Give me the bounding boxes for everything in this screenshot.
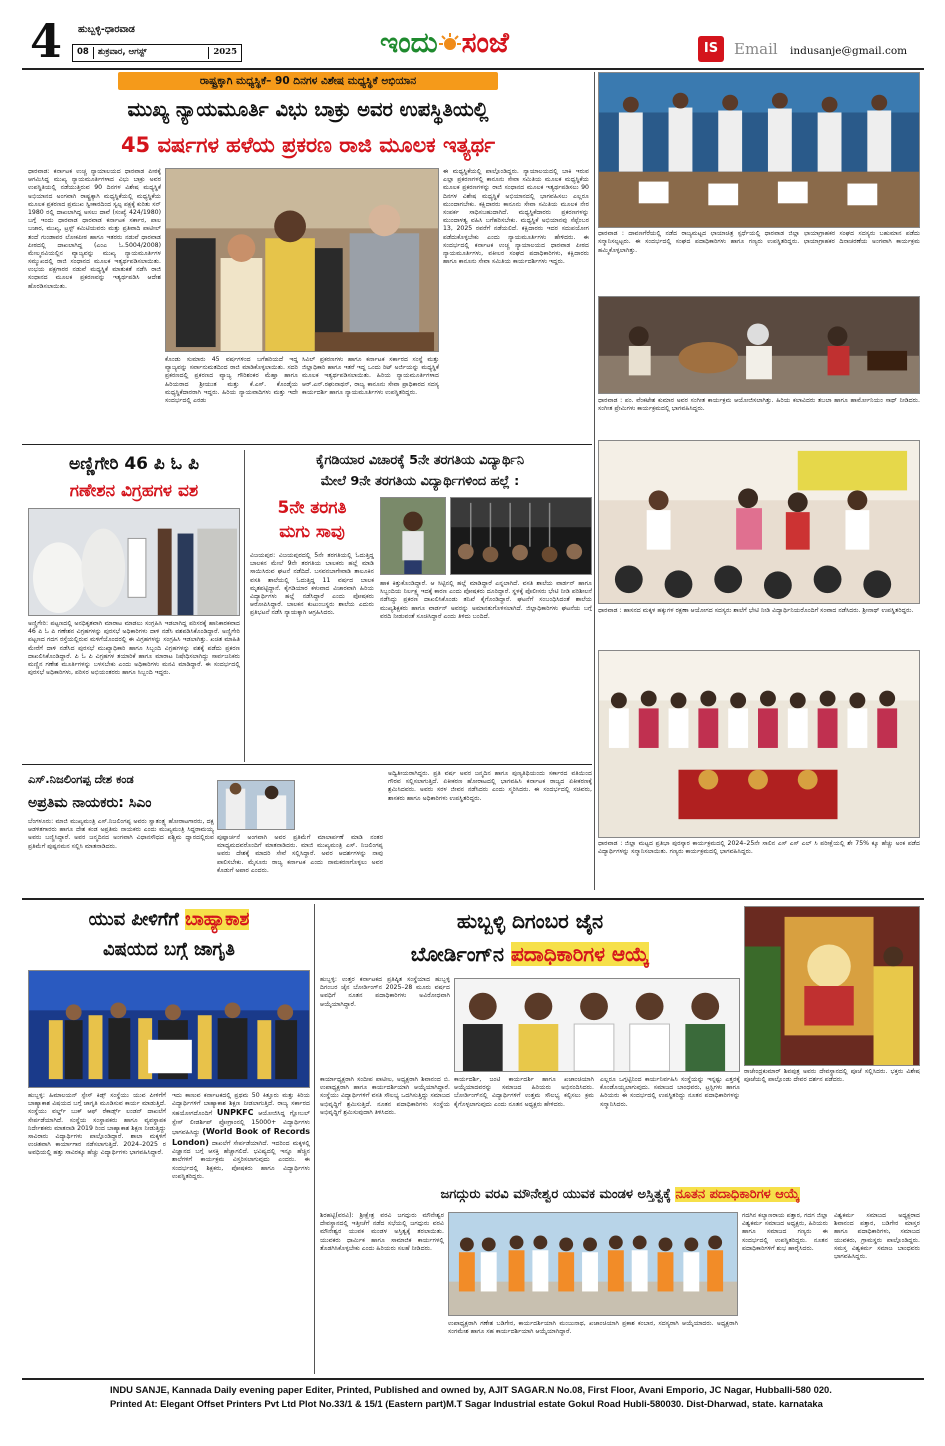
right-caption-3: ಧಾರವಾಡ : ಹಾಸನದ ಮಕ್ಕಳ ಹಕ್ಕುಗಳ ರಕ್ಷಣಾ ಆಯೋಗದ ಸದಸ್ಯರು ಶಾಲೆಗೆ ಭೇಟಿ ನೀಡಿ ವಿದ್ಯಾರ್ಥಿನಿಯರೊಂದಿಗೆ ಸಂವಾದ ನಡೆಸಿದರು. ಶ್ರೀನಾಥ್ ಉಪಸ್ಥಿತರಿದ್ದರು. [598, 607, 914, 614]
right-caption-5: ರಾಜೇಂದ್ರಕುಮಾರ್ ಶಿವಪುತ್ರ ಅವರು ದೇವಸ್ಥಾನದಲ್ಲಿ ಪೂಜೆ ಸಲ್ಲಿಸಿದರು. ಭಕ್ತರು ವಿಶೇಷ ಪೂಜೆಯಲ್ಲಿ ಪಾಲ್ಗೊಂಡು ದೇವರ ದರ್ಶನ ಪಡೆದರು. [744, 1068, 920, 1084]
jain-headline-2-text: ಬೋರ್ಡಿಂಗ್‌ನ [410, 942, 511, 966]
space-column-2 [172, 1092, 310, 1372]
is-logo-badge: IS [698, 36, 724, 62]
student-headline-4: ಮಗು ಸಾವು [279, 522, 345, 542]
lead-bottom-a: ಕೊಂಡು ಸುಮಾರು 45 ವರ್ಷಗಳಿಂದ ಬಗೆಹರಿಯದೆ ಇದ್ದ ವ್ಯಾಜ್ಯವನ್ನು ಸರ್ವಾನುಮತದಿಂದ ರಾಜಿ ಮಾಡಿಕೊಳ್ಳಲಾಯಿತು. ಸದರಿ ಪ್ರಕರಣದಲ್ಲಿ ಪ್ರಕರಣದ ವ್ಯಾಜ್ಯ ಗೌರಿಶಂಕರ ಮೆಹ್ತಾ ಹಾಗೂ ಹಿರಿಯರಾದ ಶ್ರೀಯುತ ಮತ್ತು ಕೆ.ಎಸ್. ಕೊಂಡೈಯ ಮಧ್ಯಸ್ಥಿಕೆದಾರರಾಗಿ ಇದ್ದರು. ಹಿರಿಯ ನ್ಯಾಯವಾದಿಗಳು ಮತ್ತು ಇದೇ ಸಂದರ್ಭದಲ್ಲಿ ಎರಡು [165, 356, 298, 404]
divider-ganesha [244, 450, 245, 762]
space-headline-2: ವಿಷಯದ ಬಗ್ಗೆ ಜಾಗೃತಿ [103, 939, 235, 960]
right-photo-temple [744, 906, 920, 1066]
lead-headline-1: ಮುಖ್ಯ ನ್ಯಾಯಮೂರ್ತಿ ವಿಭು ಬಾಕ್ರು ಅವರ ಉಪಸ್ಥಿತಿಯಲ್ಲಿ [127, 98, 489, 121]
nijalingappa-column-3: ಅದ್ವಿತೀಯರಾಗಿದ್ದರು. ಪ್ರತಿ ವರ್ಷ ಅವರ ಜನ್ಮದಿನ ಹಾಗೂ ಪುಣ್ಯತಿಥಿಯಂದು ಸರ್ಕಾರದ ವತಿಯಿಂದ ಗೌರವ ಸಲ್ಲಿಸಲಾಗುತ್ತಿದೆ. ಏಕೀಕರಣ ಹೋರಾಟದಲ್ಲಿ ಭಾಗವಹಿಸಿ ಕರ್ನಾಟಕ ರಾಜ್ಯದ ಏಕೀಕರಣಕ್ಕೆ ಶ್ರಮಿಸಿದವರು. ಅವರು ಸರಳ ಜೀವನ ನಡೆಸಿದರು ಎಂದು ಸ್ಮರಿಸಿದರು. ಈ ಸಂದರ್ಭದಲ್ಲಿ ಸಚಿವರು, ಶಾಸಕರು ಹಾಗೂ ಅಧಿಕಾರಿಗಳು ಉಪಸ್ಥಿತರಿದ್ದರು. [388, 770, 592, 802]
space-world-book-records: (World Book of Records London) [172, 1127, 310, 1147]
mouneshwara-members: ಉಪಾಧ್ಯಕ್ಷರಾಗಿ ಗಣೇಶ ಬಡಿಗೇರ, ಕಾರ್ಯದರ್ಶಿಯಾಗಿ ಮಂಜುನಾಥ, ಖಜಾಂಚಿಯಾಗಿ ಪ್ರಕಾಶ ಕಂಬಾರ, ಸದಸ್ಯರಾಗಿ ಆಯ್ಕೆಯಾದರು. ಅಧ್ಯಕ್ಷರಾಗಿ ಸಂಗಮೇಶ ಹಾಗೂ ಸಹ ಕಾರ್ಯದರ್ಶಿಯಾಗಿ ಆಯ್ಕೆಯಾಗಿದ್ದಾರೆ. [448, 1320, 738, 1336]
lower-section-rule [22, 898, 924, 900]
right-photo-photographers [598, 72, 920, 228]
right-photo-felicitation [598, 650, 920, 838]
mouneshwara-headline-text: ಜಗದ್ಗುರು ವರವಿ ಮೌನೇಶ್ವರ ಯುವಕ ಮಂಡಳ ಅಸ್ತಿತ್ವಕ್ಕೆ [440, 1187, 676, 1202]
space-headline-1-text: ಯುವ ಪೀಳಿಗೆಗೆ [88, 909, 186, 930]
student-column-1: ವಿಜಯಪುರ: ವಿಜಯಪುರದಲ್ಲಿ 5ನೇ ತರಗತಿಯಲ್ಲಿ ಓದುತ್ತಿದ್ದ ಬಾಲಕನ ಮೇಲೆ 9ನೇ ತರಗತಿಯ ಬಾಲಕರು ಹಲ್ಲೆ ಮಾಡಿ ಸಾಯಿಸಿರುವ ಘಟನೆ ನಡೆದಿದೆ. ಬಸವನಬಾಗೇವಾಡಿ ತಾಲೂಕಿನ ವಸತಿ ಶಾಲೆಯಲ್ಲಿ ಓದುತ್ತಿದ್ದ 11 ವರ್ಷದ ಬಾಲಕ ಮೃತಪಟ್ಟಿದ್ದಾನೆ. ಕೈಗಡಿಯಾರ ಕಳುವಾದ ವಿಚಾರವಾಗಿ ಹಿರಿಯ ವಿದ್ಯಾರ್ಥಿಗಳು ಹಲ್ಲೆ ನಡೆಸಿದ್ದಾರೆ ಎಂದು ಪೋಷಕರು ಆರೋಪಿಸಿದ್ದಾರೆ. ಬಾಲಕನ ಕುಟುಂಬಸ್ಥರು ಶಾಲೆಯ ಎದುರು ಪ್ರತಿಭಟನೆ ನಡೆಸಿ ನ್ಯಾಯಕ್ಕಾಗಿ ಆಗ್ರಹಿಸಿದರು. [250, 552, 374, 617]
email-address[interactable]: indusanje@gmail.com [790, 45, 908, 57]
jain-intro: ಹುಬ್ಬಳ್ಳಿ: ಉತ್ತರ ಕರ್ನಾಟಕದ ಪ್ರತಿಷ್ಠಿತ ಸಂಸ್ಥೆಯಾದ ಹುಬ್ಬಳ್ಳಿ ದಿಗಂಬರ ಜೈನ ಬೋರ್ಡಿಂಗ್‌ನ 2025–28 ಮೂರು ವರ್ಷದ ಅವಧಿಗೆ ನೂತನ ಪದಾಧಿಕಾರಿಗಳು ಅವಿರೋಧವಾಗಿ ಆಯ್ಕೆಯಾಗಿದ್ದಾರೆ. [320, 976, 450, 1008]
student-photo-boy [380, 497, 446, 575]
nijalingappa-photo [217, 780, 295, 830]
lead-bottom-rule [22, 444, 592, 445]
date-weekday: ಶುಕ್ರವಾರ, ಆಗಸ್ಟ್ [97, 47, 147, 58]
lead-column-1: ಧಾರವಾಡ: ಕರ್ನಾಟಕ ಉಚ್ಚ ನ್ಯಾಯಾಲಯದ ಧಾರವಾಡ ಪೀಠಕ್ಕೆ ಆಗಮಿಸಿದ್ದ ಮುಖ್ಯ ನ್ಯಾಯಮೂರ್ತಿಗಳಾದ ವಿಭು ಬಾಕ್ರು ಅವರ ಉಪಸ್ಥಿತಿಯಲ್ಲಿ ನಡೆಯುತ್ತಿರುವ 90 ದಿನಗಳ ವಿಶೇಷ ಮಧ್ಯಸ್ಥಿಕೆ ಅಭಿಯಾನದ ಅಂಗವಾಗಿ ರಾಷ್ಟ್ರಕ್ಕಾಗಿ ಮಧ್ಯಸ್ಥಿಕೆಯಲ್ಲಿ ಮಧ್ಯಸ್ಥಿಕೆಯ ಮೂಲಕ ಪ್ರಕರಣದ ಪ್ರಮುಖ ಸ್ವೀಕಾರದಿಂದ ಸ್ವಲ್ಪ ಪಕ್ಷಕ್ಕೆ ಕುರಿತು ಸನ್ 1980 ರಲ್ಲಿ ದಾಖಲಾಗಿದ್ದ ಅಸಲು ದಾವೆ (ಸಂಖ್ಯೆ 424/1980) ಬಗ್ಗೆ ಇಂದು ಧಾರವಾಡ ಧಾರವಾಡ ಕರ್ನಾಟಕ ಸರ್ಕಾರ, ಪಾಲ ಬಜಾರ, ಮುಖ್ಯ, ಟ್ರಸ್ಟ್ ಕಮಿಟಿಯವರು ಮತ್ತು ಪ್ರತಿವಾದಿ ಪಾಟೀಲ್ ತಂದೆ ಗುಂಡಾವರ ಲೋಕಪೀಠ ಹಾಗೂ ಇತರರು ನಡುವೆ ಧಾರವಾಡ ಪೀಠದಲ್ಲಿ ದಾಖಲಾಗಿದ್ದ (ಎಂಎ ಓ.5004/2008) ಮೇಲ್ಮನವಿಯಲ್ಲಿನ ವ್ಯಾಜ್ಯವನ್ನು ಮುಖ್ಯ ನ್ಯಾಯಮೂರ್ತಿಗಳ ಸಮ್ಮುಖದಲ್ಲಿ ರಾಜಿ ಸಂಧಾನದ ಮೂಲಕ ಇತ್ಯರ್ಥಪಡಿಸಲಾಯಿತು. ಉಭಯ ಪಕ್ಷಗಾರರ ನಡುವೆ ಮಧ್ಯಸ್ಥಿಕೆ ಮಾತುಕತೆ ನಡೆಸಿ ರಾಜಿ ಸಂಧಾನದ ಮೂಲಕ ಪ್ರಕರಣವನ್ನು ಇತ್ಯರ್ಥಪಡಿಸಿ ಆದೇಶ ಹೊರಡಿಸಲಾಯಿತು. [28, 168, 161, 290]
nijalingappa-headline-2: ಅಪ್ರತಿಮ ನಾಯಕರು: ಸಿಎಂ [28, 795, 152, 811]
jain-headline-2-highlight: ಪದಾಧಿಕಾರಿಗಳ ಆಯ್ಕೆ [510, 942, 650, 966]
divider-space [314, 904, 315, 1374]
space-photo-award [28, 970, 310, 1088]
lead-photo-chief-justice [165, 168, 439, 352]
mouneshwara-headline-highlight: ನೂತನ ಪದಾಧಿಕಾರಿಗಳ ಆಯ್ಕೆ [675, 1187, 800, 1202]
student-headline-3: 5ನೇ ತರಗತಿ [277, 498, 347, 518]
date-year: 2025 [208, 47, 241, 58]
student-headline-2: ಮೇಲೆ 9ನೇ ತರಗತಿಯ ವಿದ್ಯಾರ್ಥಿಗಳಿಂದ ಹಲ್ಲೆ : [320, 474, 520, 489]
ganesha-photo [28, 508, 240, 616]
mouneshwara-column-3: ಗದಗಿನ ಕಲ್ಯಾಣರಾಯ ಪತ್ತಾರ, ಗದಗ ಜಿಲ್ಲಾ ವಿಶ್ವಕರ್ಮ ಸಮಾಜದ ಅಧ್ಯಕ್ಷರು, ಹಿರಿಯರು ಹಾಗೂ ಸಮಾಜದ ಗಣ್ಯರು ಈ ಸಂದರ್ಭದಲ್ಲಿ ಉಪಸ್ಥಿತರಿದ್ದರು. ನೂತನ ಪದಾಧಿಕಾರಿಗಳಿಗೆ ಶುಭ ಹಾರೈಸಿದರು. [742, 1212, 828, 1252]
paper-logo [380, 26, 590, 62]
edition-city: ಹುಬ್ಬಳ್ಳಿ-ಧಾರವಾಡ [78, 24, 135, 35]
space-column-1: ಹುಬ್ಬಳ್ಳಿ: ಹಿಮಾಲಯನ್ ಸ್ಪೇಸ್ ಕಿಡ್ಸ್ ಸಂಸ್ಥೆಯು ಯುವ ಪೀಳಿಗೆಗೆ ಬಾಹ್ಯಾಕಾಶ ವಿಷಯದ ಬಗ್ಗೆ ಜಾಗೃತಿ ಮೂಡಿಸುವ ಕಾರ್ಯ ಮಾಡುತ್ತಿದೆ. ಸಂಸ್ಥೆಯು ವರ್ಲ್ಡ್ ಬುಕ್ ಆಫ್ ರೆಕಾರ್ಡ್ಸ್ ಲಂಡನ್ ದಾಖಲೆಗೆ ಸೇರ್ಪಡೆಯಾಗಿದೆ. ಸಂಸ್ಥೆಯ ಸಂಸ್ಥಾಪಕರು ಹಾಗೂ ವ್ಯವಸ್ಥಾಪಕ ನಿರ್ದೇಶಕರು ಮಾತನಾಡಿ 2019 ರಿಂದ ಬಾಹ್ಯಾಕಾಶ ಶಿಕ್ಷಣ ನೀಡುತ್ತಿದ್ದು ಸಾವಿರಾರು ವಿದ್ಯಾರ್ಥಿಗಳು ಪಾಲ್ಗೊಂಡಿದ್ದಾರೆ. ಶಾಲಾ ಮಕ್ಕಳಿಗೆ ಉಚಿತವಾಗಿ ಕಾರ್ಯಾಗಾರ ನಡೆಸಲಾಗುತ್ತಿದೆ. 2024–2025 ರ ಅವಧಿಯಲ್ಲಿ ಹತ್ತು ಸಾವಿರಕ್ಕೂ ಹೆಚ್ಚು ವಿದ್ಯಾರ್ಥಿಗಳು ಭಾಗವಹಿಸಿದ್ದಾರೆ. [28, 1092, 166, 1157]
jain-photo-members [454, 978, 740, 1072]
footer-imprint-line-2: Printed At: Elegant Offset Printers Pvt Ltd Plot No.33/1 & 15/1 (Eastern part)M.T Sagar Industrial estate Gokul Road Hubli-580030. Dist-Dharwad, state. karnataka [110, 1398, 823, 1409]
mouneshwara-column-1: ಶಿರಹಟ್ಟಿ(ವರವಿ): ಶ್ರೀಕ್ಷೇತ್ರ ವರವಿ ಜಗದ್ಗುರು ಮೌನೇಶ್ವರ ದೇವಸ್ಥಾನದಲ್ಲಿ ಇತ್ತೀಚೆಗೆ ನಡೆದ ಸಭೆಯಲ್ಲಿ ಜಗದ್ಗುರು ವರವಿ ಮೌನೇಶ್ವರ ಯುವಕ ಮಂಡಳ ಅಸ್ತಿತ್ವಕ್ಕೆ ತರಲಾಯಿತು. ಯುವಕರು ಧಾರ್ಮಿಕ ಹಾಗೂ ಸಾಮಾಜಿಕ ಕಾರ್ಯಗಳಲ್ಲಿ ತೊಡಗಿಸಿಕೊಳ್ಳಬೇಕು ಎಂದು ಹಿರಿಯರು ಸಲಹೆ ನೀಡಿದರು. [320, 1212, 444, 1252]
space-headline-1-highlight: ಬಾಹ್ಯಾಕಾಶ [185, 909, 250, 930]
jain-column-1: ಕಾರ್ಯಾಧ್ಯಕ್ಷರಾಗಿ ಸಂದೀಪ ಪಾಟೀಲ, ಅಧ್ಯಕ್ಷರಾಗಿ ಶಿವಾನಂದ ಬಿ. ಉಪಾಧ್ಯಕ್ಷರಾಗಿ ಹಾಗೂ ಕಾರ್ಯದರ್ಶಿಯಾಗಿ ಆಯ್ಕೆಯಾಗಿದ್ದಾರೆ. ಸಂಸ್ಥೆಯು ವಿದ್ಯಾರ್ಥಿಗಳಿಗೆ ವಸತಿ ಸೌಲಭ್ಯ ಒದಗಿಸುತ್ತಿದ್ದು ಸಮಾಜದ ಅಭಿವೃದ್ಧಿಗೆ ಶ್ರಮಿಸುತ್ತಿದೆ. ನೂತನ ಪದಾಧಿಕಾರಿಗಳು ಸಂಸ್ಥೆಯ ಅಭಿವೃದ್ಧಿಗೆ ಶ್ರಮಿಸುವುದಾಗಿ ತಿಳಿಸಿದರು. [320, 1076, 450, 1116]
space-unpkfc: UNPKFC [216, 1108, 254, 1118]
date-day: 08 [73, 47, 94, 58]
footer-imprint-line-1: INDU SANJE, Kannada Daily evening paper Editer, Printed, Published and owned by, AJIT SAGAR.N No.08, First Floor, Avani Emporio, JC Nagar, Hubballi-580 020. [110, 1384, 832, 1395]
page-number: 4 [30, 18, 63, 68]
lead-kicker: ರಾಷ್ಟ್ರಕ್ಕಾಗಿ ಮಧ್ಯಸ್ಥಿಕೆ– 90 ದಿನಗಳ ವಿಶೇಷ ಮಧ್ಯಸ್ಥಿಕೆ ಅಭಿಯಾನ [118, 72, 498, 90]
date-line [72, 44, 242, 62]
masthead [0, 0, 945, 68]
sun-icon [439, 29, 461, 51]
nijalingappa-headline-1: ಎಸ್.ನಿಜಲಿಂಗಪ್ಪ ದೇಶ ಕಂಡ [28, 772, 134, 786]
right-caption-2: ಧಾರವಾಡ : ಪಂ. ವೆಂಕಟೇಶ ಕುಮಾರ ಅವರ ಸಂಗೀತ ಕಾರ್ಯಕ್ರಮ ಆಯೋಜಿಸಲಾಗಿತ್ತು. ಹಿರಿಯ ಕಲಾವಿದರು ತಬಲಾ ಹಾಗೂ ಹಾರ್ಮೋನಿಯಂ ಸಾಥ್ ನೀಡಿದರು. ಸಂಗೀತ ಪ್ರೇಮಿಗಳು ಕಾರ್ಯಕ್ರಮದಲ್ಲಿ ಭಾಗವಹಿಸಿದ್ದರು. [598, 397, 920, 413]
mouneshwara-headline [320, 1182, 920, 1208]
mid-rule [22, 764, 592, 765]
jain-column-3: ಎಲ್ಲರೂ ಒಗ್ಗಟ್ಟಿನಿಂದ ಕಾರ್ಯನಿರ್ವಹಿಸಿ ಸಂಸ್ಥೆಯನ್ನು ಇನ್ನಷ್ಟು ಎತ್ತರಕ್ಕೆ ಕೊಂಡೊಯ್ಯಲಾಗುವುದು. ಸಮಾಜದ ಬಾಂಧವರು, ಟ್ರಸ್ಟಿಗಳು ಹಾಗೂ ಹಿರಿಯರು ಈ ಸಂದರ್ಭದಲ್ಲಿ ಉಪಸ್ಥಿತರಿದ್ದು ನೂತನ ಪದಾಧಿಕಾರಿಗಳನ್ನು ಸನ್ಮಾನಿಸಿದರು. [600, 1076, 740, 1108]
logo-word-left: ಇಂದು [380, 26, 438, 59]
space-col2c-text: ದಾಖಲೆಗೆ ಸೇರ್ಪಡೆಯಾಗಿದೆ. ಇದರಿಂದ ಮಕ್ಕಳಲ್ಲಿ ವಿಜ್ಞಾನದ ಬಗ್ಗೆ ಆಸಕ್ತಿ ಹೆಚ್ಚಾಗಲಿದೆ. ಭವಿಷ್ಯದಲ್ಲಿ ಇನ್ನೂ ಹೆಚ್ಚಿನ ಶಾಲೆಗಳಿಗೆ ಕಾರ್ಯಕ್ರಮ ವಿಸ್ತರಿಸಲಾಗುವುದು ಎಂದರು. ಈ ಸಂದರ್ಭದಲ್ಲಿ ಶಿಕ್ಷಕರು, ಪೋಷಕರು ಹಾಗೂ ವಿದ್ಯಾರ್ಥಿಗಳು ಉಪಸ್ಥಿತರಿದ್ದರು. [172, 1139, 310, 1180]
ganesha-headline-2: ಗಣೇಶನ ವಿಗ್ರಹಗಳ ವಶ [69, 481, 199, 501]
mouneshwara-photo-group [448, 1212, 738, 1316]
nijalingappa-column-1: ಬೆಂಗಳೂರು: ಮಾಜಿ ಮುಖ್ಯಮಂತ್ರಿ ಎಸ್.ನಿಜಲಿಂಗಪ್ಪ ಅವರು ಸ್ವಾತಂತ್ರ್ಯ ಹೋರಾಟಗಾರರು, ದಕ್ಷ ಆಡಳಿತಗಾರರು ಹಾಗೂ ದೇಶ ಕಂಡ ಅಪ್ರತಿಮ ನಾಯಕರು ಎಂದು ಮುಖ್ಯಮಂತ್ರಿ ಸಿದ್ದರಾಮಯ್ಯ ಅವರು ಬಣ್ಣಿಸಿದ್ದಾರೆ. ಅವರ ಜನ್ಮದಿನದ ಅಂಗವಾಗಿ ವಿಧಾನಸೌಧದ ಪಶ್ಚಿಮ ದ್ವಾರದಲ್ಲಿರುವ ಪ್ರತಿಮೆಗೆ ಪುಷ್ಪನಮನ ಸಲ್ಲಿಸಿ ಮಾತನಾಡಿದರು. [28, 818, 214, 850]
email-label: Email [734, 40, 778, 58]
lead-headline-2: 45 ವರ್ಷಗಳ ಹಳೆಯ ಪ್ರಕರಣ ರಾಜಿ ಮೂಲಕ ಇತ್ಯರ್ಥ [120, 133, 496, 157]
divider-right-column [594, 72, 595, 890]
right-photo-school-visit [598, 440, 920, 604]
lead-bottom-b: ಸಿವಿಲ್ ಪ್ರಕರಣಗಳು ಹಾಗೂ ಕರ್ನಾಟಕ ಸರ್ಕಾರದ ಸಂಸ್ಥೆ ಮತ್ತು ಜಿಲ್ಲಾಧಿಕಾರಿ ಹಾಗೂ ಇತರೆ ಇದ್ದ ಒಂದು ರಿಟ್ ಅರ್ಜಿಯನ್ನು ಮಧ್ಯಸ್ಥಿಕೆ ಮೂಲಕ ಇತ್ಯರ್ಥಪಡಿಸಲಾಯಿತು. ಹಿರಿಯ ನ್ಯಾಯಮೂರ್ತಿಗಳಾದ ಆರ್.ಎನ್.ರಘುನಾಥನ್, ರಾಜ್ಯ ಕಾನೂನು ಸೇವಾ ಪ್ರಾಧಿಕಾರದ ಸದಸ್ಯ ಕಾರ್ಯದರ್ಶಿ ಹಾಗೂ ನ್ಯಾಯಮೂರ್ತಿಗಳು ಉಪಸ್ಥಿತರಿದ್ದರು. [302, 356, 439, 396]
footer-rule [22, 1378, 924, 1380]
student-column-2: ಹಾಕ ಕಿತ್ತುಕೊಂಡಿದ್ದಾರೆ. ಆ ಸಿಟ್ಟಿನಲ್ಲಿ ಹಲ್ಲೆ ಮಾಡಿದ್ದಾರೆ ಎನ್ನಲಾಗಿದೆ. ವಸತಿ ಶಾಲೆಯ ವಾರ್ಡನ್ ಹಾಗೂ ಸಿಬ್ಬಂದಿಯ ನಿರ್ಲಕ್ಷ್ಯ ಇದಕ್ಕೆ ಕಾರಣ ಎಂದು ಪೋಷಕರು ದೂರಿದ್ದಾರೆ. ಸ್ಥಳಕ್ಕೆ ಪೊಲೀಸರು ಭೇಟಿ ನೀಡಿ ಪರಿಶೀಲನೆ ನಡೆಸಿದ್ದು ಪ್ರಕರಣ ದಾಖಲಿಸಿಕೊಂಡು ತನಿಖೆ ಕೈಗೊಂಡಿದ್ದಾರೆ. ಘಟನೆಗೆ ಸಂಬಂಧಿಸಿದಂತೆ ಶಾಲೆಯ ಮುಖ್ಯಶಿಕ್ಷಕರು ಹಾಗೂ ವಾರ್ಡನ್ ಅವರನ್ನು ಅಮಾನತುಗೊಳಿಸಲಾಗಿದೆ. ಜಿಲ್ಲಾಧಿಕಾರಿಗಳು ಘಟನೆಯ ಬಗ್ಗೆ ವರದಿ ನೀಡುವಂತೆ ಸೂಚಿಸಿದ್ದಾರೆ ಎಂದು ತಿಳಿದು ಬಂದಿದೆ. [380, 580, 592, 620]
right-caption-1: ಧಾರವಾಡ : ದಾವಣಗೆರೆಯಲ್ಲಿ ನಡೆದ ರಾಜ್ಯಮಟ್ಟದ ಛಾಯಾಚಿತ್ರ ಸ್ಪರ್ಧೆಯಲ್ಲಿ ಧಾರವಾಡ ಜಿಲ್ಲಾ ಛಾಯಾಗ್ರಾಹಕರ ಸಂಘದ ಸದಸ್ಯರು ಬಹುಮಾನ ಪಡೆದು ಸನ್ಮಾನಿಸಲ್ಪಟ್ಟರು. ಈ ಸಂದರ್ಭದಲ್ಲಿ ಸಂಘದ ಪದಾಧಿಕಾರಿಗಳು ಹಾಗೂ ಗಣ್ಯರು ಉಪಸ್ಥಿತರಿದ್ದರು. ಛಾಯಾಗ್ರಾಹಕರ ದಿನಾಚರಣೆಯ ಅಂಗವಾಗಿ ಕಾರ್ಯಕ್ರಮ ಹಮ್ಮಿಕೊಳ್ಳಲಾಗಿತ್ತು. [598, 230, 920, 254]
right-photo-concert [598, 296, 920, 394]
space-headline-1 [28, 906, 310, 934]
space-col2b-text: ಆಯೋಜಿಸಿದ್ದ ಗ್ಲೋಬಲ್ ಸ್ಪೇಸ್ ಲೀಡರ್ಶಿಪ್ ಪ್ರೋಗ್ರಾಂನಲ್ಲಿ 15000+ ವಿದ್ಯಾರ್ಥಿಗಳು ಭಾಗವಹಿಸಿದ್ದು [172, 1110, 310, 1137]
masthead-rule [22, 68, 924, 70]
jain-column-2: ಕಾರ್ಯದರ್ಶಿ, ಜಂಟಿ ಕಾರ್ಯದರ್ಶಿ ಹಾಗೂ ಖಜಾಂಚಿಯಾಗಿ ಆಯ್ಕೆಯಾದವರನ್ನು ಸಮಾಜದ ಹಿರಿಯರು ಅಭಿನಂದಿಸಿದರು. ಬೋರ್ಡಿಂಗ್‌ನಲ್ಲಿ ವಿದ್ಯಾರ್ಥಿಗಳಿಗೆ ಉತ್ತಮ ಸೌಲಭ್ಯ ಕಲ್ಪಿಸಲು ಕ್ರಮ ಕೈಗೊಳ್ಳಲಾಗುವುದು ಎಂದು ನೂತನ ಅಧ್ಯಕ್ಷರು ಹೇಳಿದರು. [454, 1076, 594, 1108]
ganesha-headline-1: ಅಣ್ಣಿಗೇರಿ 46 ಪಿ ಓ ಪಿ [69, 454, 199, 474]
student-photo-crowd [450, 497, 592, 575]
mouneshwara-column-4: ವಿಶ್ವಕರ್ಮ ಸಮಾಜದ ಅಧ್ಯಕ್ಷರಾದ ಶಿವಾನಂದ ಪತ್ತಾರ, ಬಡಿಗೇರ ಮಾಸ್ತರ ಹಾಗೂ ಪದಾಧಿಕಾರಿಗಳು, ಸಮಾಜದ ಯುವಕರು, ಗ್ರಾಮಸ್ಥರು ಪಾಲ್ಗೊಂಡಿದ್ದರು. ಸಮಸ್ತ ವಿಶ್ವಕರ್ಮ ಸಮಾಜ ಬಾಂಧವರು ಭಾಗವಹಿಸಿದ್ದರು. [834, 1212, 920, 1260]
jain-headline-1: ಹುಬ್ಬಳ್ಳಿ ದಿಗಂಬರ ಜೈನ [456, 909, 604, 933]
ganesha-body: ಅಣ್ಣಿಗೇರಿ: ಪಟ್ಟಣದಲ್ಲಿ ಅನಧಿಕೃತವಾಗಿ ಮಾರಾಟ ಮಾಡಲು ಸಂಗ್ರಹಿಸಿ ಇಡಲಾಗಿದ್ದ ಪರಿಸರಕ್ಕೆ ಹಾನಿಕಾರಕವಾದ 46 ಪಿ ಓ ಪಿ ಗಣೇಶನ ವಿಗ್ರಹಗಳನ್ನು ಪುರಸಭೆ ಅಧಿಕಾರಿಗಳು ದಾಳಿ ನಡೆಸಿ ವಶಪಡಿಸಿಕೊಂಡಿದ್ದಾರೆ. ಅಣ್ಣಿಗೇರಿ ಪಟ್ಟಣದ ಗದಗ ರಸ್ತೆಯಲ್ಲಿರುವ ಮಳಿಗೆಯೊಂದರಲ್ಲಿ ಈ ವಿಗ್ರಹಗಳನ್ನು ಸಂಗ್ರಹಿಸಿ ಇಡಲಾಗಿತ್ತು. ಖಚಿತ ಮಾಹಿತಿ ಮೇರೆಗೆ ದಾಳಿ ನಡೆಸಿದ ಪುರಸಭೆ ಮುಖ್ಯಾಧಿಕಾರಿ ಹಾಗೂ ಸಿಬ್ಬಂದಿ ವಿಗ್ರಹಗಳನ್ನು ವಶಕ್ಕೆ ಪಡೆದು ಪ್ರಕರಣ ದಾಖಲಿಸಿಕೊಂಡಿದ್ದಾರೆ. ಪಿ ಓ ಪಿ ವಿಗ್ರಹಗಳ ತಯಾರಿಕೆ ಹಾಗೂ ಮಾರಾಟ ನಿಷೇಧಿಸಲಾಗಿದ್ದು ಸಾರ್ವಜನಿಕರು ಮಣ್ಣಿನ ಗಣೇಶ ಮೂರ್ತಿಗಳನ್ನು ಬಳಸಬೇಕು ಎಂದು ಅಧಿಕಾರಿಗಳು ಮನವಿ ಮಾಡಿದ್ದಾರೆ. ಈ ಸಂದರ್ಭದಲ್ಲಿ ಪುರಸಭೆ ಅಧಿಕಾರಿಗಳು, ಪರಿಸರ ಅಭಿಯಂತರರು ಹಾಗೂ ಸಿಬ್ಬಂದಿ ಇದ್ದರು. [28, 620, 240, 677]
logo-word-right: ಸಂಜೆ [461, 26, 509, 59]
lead-column-2: ಈ ಮಧ್ಯಸ್ಥಿಕೆಯಲ್ಲಿ ಪಾಲ್ಗೊಂಡಿದ್ದರು. ನ್ಯಾಯಾಲಯದಲ್ಲಿ ಬಾಕಿ ಇರುವ ಎಲ್ಲಾ ಪ್ರಕರಣಗಳಲ್ಲಿ ಕಾನೂನು ಸೇವಾ ಸಮಿತಿಯ ಮೂಲಕ ಮಧ್ಯಸ್ಥಿಕೆಯ ಮೂಲಕ ಪ್ರಕರಣಗಳನ್ನು ರಾಜಿ ಸಂಧಾನದ ಮೂಲಕ ಇತ್ಯರ್ಥಪಡಿಸಲು 90 ದಿನಗಳ ವಿಶೇಷ ಮಧ್ಯಸ್ಥಿಕೆ ಅಭಿಯಾನದಲ್ಲಿ ಭಾಗವಹಿಸಲು ಎಲ್ಲರೂ ಮುಂದಾಗಬೇಕು. ಕಕ್ಷಿದಾರರು ಕಾನೂನು ಸೇವಾ ಸಮಿತಿಯ ಮೂಲಕ ನೇರ ಸಂಪರ್ಕ ಸಾಧಿಸಬಹುದಾಗಿದೆ. ಮಧ್ಯಸ್ಥಿಕೆದಾರರು ಪ್ರಕರಣಗಳನ್ನು ಮುಂದಾಳತ್ವ ವಹಿಸಿ ಬಗೆಹರಿಸಬೇಕು. ಮಧ್ಯಸ್ಥಿಕೆ ಅಭಿಯಾನವು ಸೆಪ್ಟೆಂಬರ 13, 2025 ರವರೆಗೆ ನಡೆಯಲಿದೆ. ಕಕ್ಷಿದಾರರು ಇದರ ಸದುಪಯೋಗ ಪಡೆದುಕೊಳ್ಳಬೇಕು ಎಂದು ನ್ಯಾಯಮೂರ್ತಿಗಳು ಹೇಳಿದರು. ಈ ಸಂದರ್ಭದಲ್ಲಿ ಕರ್ನಾಟಕ ಉಚ್ಚ ನ್ಯಾಯಾಲಯದ ಧಾರವಾಡ ಪೀಠದ ನ್ಯಾಯಮೂರ್ತಿಗಳು, ವಕೀಲರ ಸಂಘದ ಪದಾಧಿಕಾರಿಗಳು, ಕಕ್ಷಿದಾರರು ಹಾಗೂ ಕಾನೂನು ಸೇವಾ ಸಮಿತಿಯ ಕಾರ್ಯದರ್ಶಿಗಳು ಇದ್ದರು. [443, 168, 589, 266]
space-col2-text: ಇದು ಕಾಣುವ ಕರ್ನಾಟಕದಲ್ಲಿ ಪ್ರಥಮ 50 ಕಿತ್ತೂರು ಮತ್ತು ಕಿರಿಯ ವಿದ್ಯಾರ್ಥಿಗಳಿಗೆ ಬಾಹ್ಯಾಕಾಶ ಶಿಕ್ಷಣ ನೀಡಲಾಗುತ್ತಿದೆ. ರಾಜ್ಯ ಸರ್ಕಾರದ ಸಹಯೋಗದೊಂದಿಗೆ [172, 1092, 310, 1118]
right-caption-4: ಧಾರವಾಡ : ಜಿಲ್ಲಾ ಮಟ್ಟದ ಪ್ರತಿಭಾ ಪುರಸ್ಕಾರ ಕಾರ್ಯಕ್ರಮದಲ್ಲಿ 2024–25ನೇ ಸಾಲಿನ ಎಸ್ ಎಸ್ ಎಲ್ ಸಿ ಪರೀಕ್ಷೆಯಲ್ಲಿ ಶೇ 75% ಕ್ಕೂ ಹೆಚ್ಚು ಅಂಕ ಪಡೆದ ವಿದ್ಯಾರ್ಥಿಗಳನ್ನು ಸನ್ಮಾನಿಸಲಾಯಿತು. ಗಣ್ಯರು ಕಾರ್ಯಕ್ರಮದಲ್ಲಿ ಭಾಗವಹಿಸಿದ್ದರು. [598, 840, 920, 856]
student-headline-1: ಕೈಗಡಿಯಾರ ವಿಚಾರಕ್ಕೆ 5ನೇ ತರಗತಿಯ ವಿದ್ಯಾರ್ಥಿನಿ [316, 453, 524, 468]
jain-headline-2 [320, 938, 740, 970]
nijalingappa-column-2: ಪುಷ್ಪಾರ್ಚನೆ ಅಂಗವಾಗಿ ಅವರ ಪ್ರತಿಮೆಗೆ ಮಾಲಾರ್ಪಣೆ ಮಾಡಿ ನಂತರ ಮಾಧ್ಯಮದವರೊಂದಿಗೆ ಮಾತನಾಡಿದರು. ಮಾಜಿ ಮುಖ್ಯಮಂತ್ರಿ ಎಸ್. ನಿಜಲಿಂಗಪ್ಪ ಅವರು ದೇಶಕ್ಕೆ ಮಾದರಿ ಸೇವೆ ಸಲ್ಲಿಸಿದ್ದಾರೆ. ಅವರ ಆದರ್ಶಗಳನ್ನು ನಾವು ಪಾಲಿಸಬೇಕು. ಮೈಸೂರು ರಾಜ್ಯ ಕರ್ನಾಟಕ ಎಂದು ನಾಮಕರಣಗೊಳ್ಳಲು ಅವರ ಕೊಡುಗೆ ಅಪಾರ ಎಂದರು. [217, 834, 383, 874]
